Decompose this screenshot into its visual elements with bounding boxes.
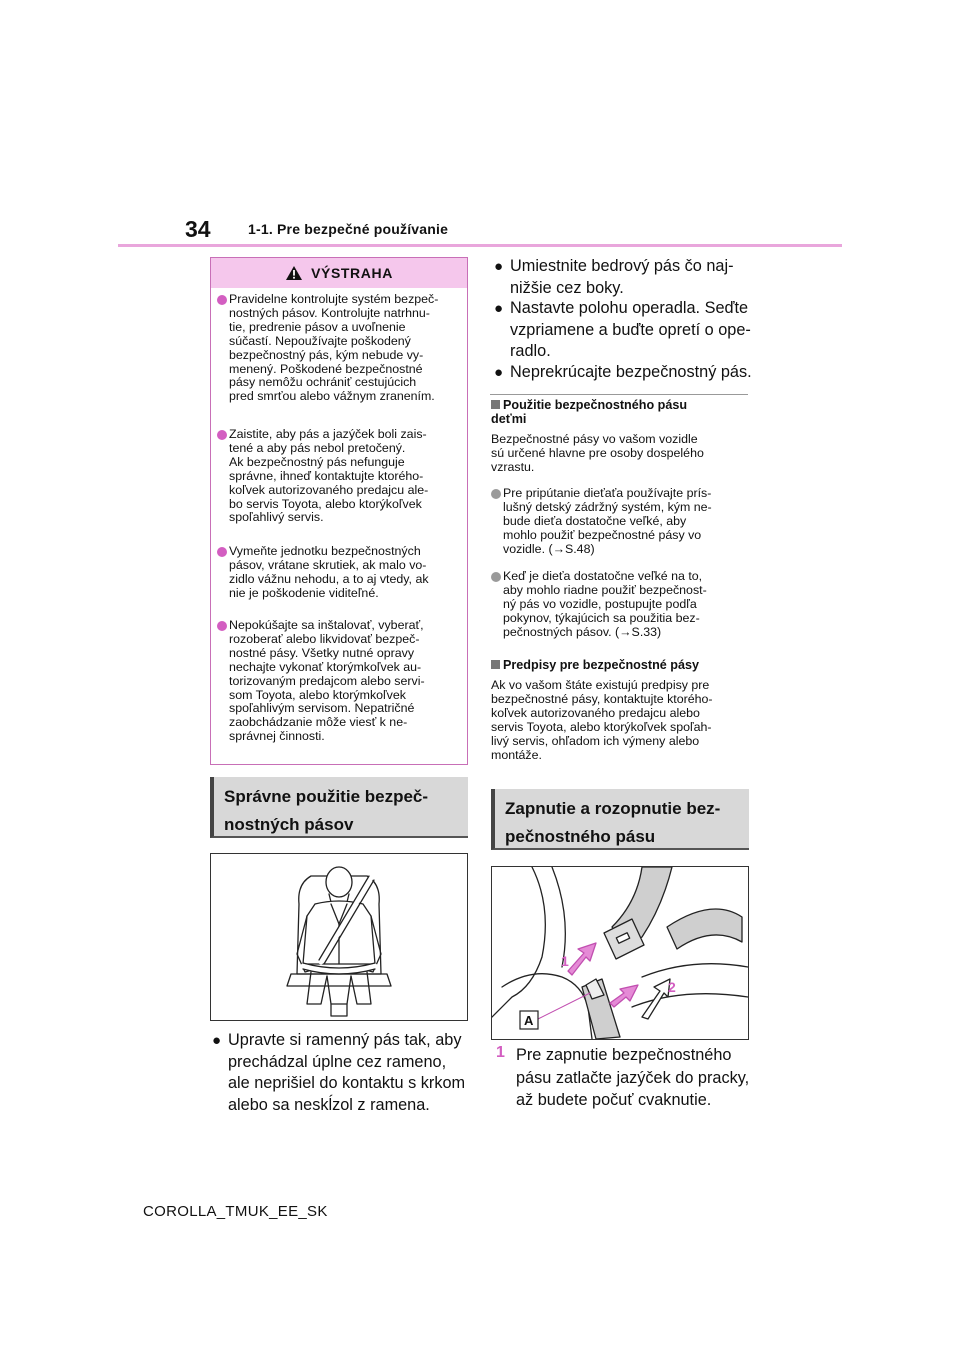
- warning-item: [217, 619, 461, 744]
- children-item-text: Keď je dieťa dostatočne veľké na to, aby mohlo riadne použiť bezpečnost- ný pás vo vozidle, postupujte podľa pokynov, týkajúcich sa použitia bez- pečnostných pásov. (→S.33): [503, 569, 707, 639]
- bullet-dot-icon: [217, 547, 227, 557]
- bullet-dot-icon: [217, 295, 227, 305]
- seated-person-icon: [211, 854, 467, 1020]
- step-text: Pre zapnutie bezpečnostného pásu zatlačte jazýček do pracky, až budete počuť cvaknutie.: [516, 1046, 750, 1109]
- bullet-icon: ●: [494, 300, 504, 317]
- right-bullet-text: Neprekrúcajte bezpečnostný pás.: [510, 363, 752, 381]
- warning-item-text: Zaistite, aby pás a jazýček boli zais- tené a aby pás nebol pretočený. Ak bezpečnostný pás nefunguje správne, ihneď kontaktujte ktorého- koľvek autorizovaného predajcu ale- bo servis Toyota, alebo ktorýkoľvek spoľahlivý servis.: [229, 427, 429, 525]
- left-bullet: [212, 1030, 472, 1116]
- bullet-dot-icon: [491, 489, 501, 499]
- warning-item: [217, 293, 461, 404]
- footer-code: COROLLA_TMUK_EE_SK: [143, 1203, 328, 1220]
- step-number: 1: [496, 1044, 505, 1061]
- section-heading-fasten: Zapnutie a rozopnutie bez- pečnostného pásu: [491, 789, 749, 850]
- page-number: 34: [185, 216, 211, 242]
- figure-label-a: A: [524, 1013, 534, 1028]
- right-bullet: [494, 362, 754, 384]
- left-bullet-text: Upravte si ramenný pás tak, aby prechádzal úplne cez rameno, ale neprišiel do kontaktu s krkom alebo sa neskĺzol z ramena.: [228, 1031, 466, 1114]
- divider: [490, 394, 748, 395]
- warning-title: VÝSTRAHA: [311, 265, 393, 281]
- section-title: 1-1. Pre bezpečné používanie: [248, 221, 449, 237]
- warning-item-text: Pravidelne kontrolujte systém bezpeč- nostných pásov. Kontrolujte natrhnu- tie, predrenie pásov a uvoľnenie súčastí. Nepoužívajte poškodený bezpečnostný pás, kým nebude vy- menený. Poškodené bezpečnostné pásy nemôžu ochrániť cestujúcich pred smrťou alebo vážnym zranením.: [229, 292, 439, 404]
- header-rule: [118, 244, 842, 247]
- buckle-illustration: [491, 866, 749, 1040]
- subheading-children-text: Použitie bezpečnostného pásu deťmi: [491, 398, 688, 426]
- section-heading-correct-use: Správne použitie bezpeč- nostných pásov: [210, 777, 468, 838]
- regulations-text: Ak vo vašom štáte existujú predpisy pre bezpečnostné pásy, kontaktujte ktorého- koľvek autorizovaného predajcu alebo servis Toyota, alebo ktorýkoľvek spoľah- livý servis, ohľadom ich výmeny alebo montáže.: [491, 678, 713, 762]
- warning-item: [217, 428, 461, 525]
- subheading-regulations-text: Predpisy pre bezpečnostné pásy: [503, 658, 699, 672]
- subheading-regulations: [491, 658, 751, 672]
- children-item-text: Pre pripútanie dieťaťa používajte prís- lušný detský zádržný systém, kým ne- bude dieťa dostatočne veľké, aby mohlo použiť bezpečnostné pásy vo vozidle. (→S.48): [503, 486, 712, 556]
- warning-item: [217, 545, 461, 601]
- square-bullet-icon: [491, 400, 500, 409]
- children-item: [491, 487, 753, 557]
- right-bullet: [494, 256, 754, 299]
- bullet-dot-icon: [217, 430, 227, 440]
- warning-box: [210, 257, 468, 765]
- right-bullet: [494, 298, 754, 363]
- bullet-dot-icon: [491, 572, 501, 582]
- warning-triangle-icon: [285, 265, 303, 281]
- square-bullet-icon: [491, 660, 500, 669]
- children-item: [491, 570, 753, 640]
- bullet-dot-icon: [217, 621, 227, 631]
- figure-label-2: 2: [668, 979, 676, 995]
- right-bullet-text: Nastavte polohu operadla. Seďte vzpriamene a buďte opretí o ope- radlo.: [510, 299, 751, 360]
- bullet-icon: ●: [494, 364, 504, 381]
- right-bullet-text: Umiestnite bedrový pás čo naj- nižšie cez boky.: [510, 257, 734, 297]
- seatbelt-person-illustration: [210, 853, 468, 1021]
- warning-header: [211, 258, 467, 288]
- warning-item-text: Vymeňte jednotku bezpečnostných pásov, vrátane skrutiek, ak malo vo- zidlo vážnu nehodu, a to aj vtedy, ak nie je poškodenie viditeľné.: [229, 544, 429, 600]
- subheading-children: [491, 398, 751, 426]
- warning-item-text: Nepokúšajte sa inštalovať, vyberať, rozoberať alebo likvidovať bezpeč- nostné pásy. Všetky nutné opravy nechajte vykonať ktorýmkoľvek au- torizovaným predajcom alebo servi- som Toyota, alebo ktorýmkoľvek spoľahlivým servisom. Nepatričné zaobchádzanie môže viesť k ne- správnej činnosti.: [229, 618, 425, 744]
- bullet-icon: ●: [494, 258, 504, 275]
- bullet-icon: ●: [212, 1032, 222, 1049]
- children-intro: Bezpečnostné pásy vo vašom vozidle sú určené hlavne pre osoby dospelého vzrastu.: [491, 432, 704, 474]
- figure-label-1: 1: [561, 953, 569, 969]
